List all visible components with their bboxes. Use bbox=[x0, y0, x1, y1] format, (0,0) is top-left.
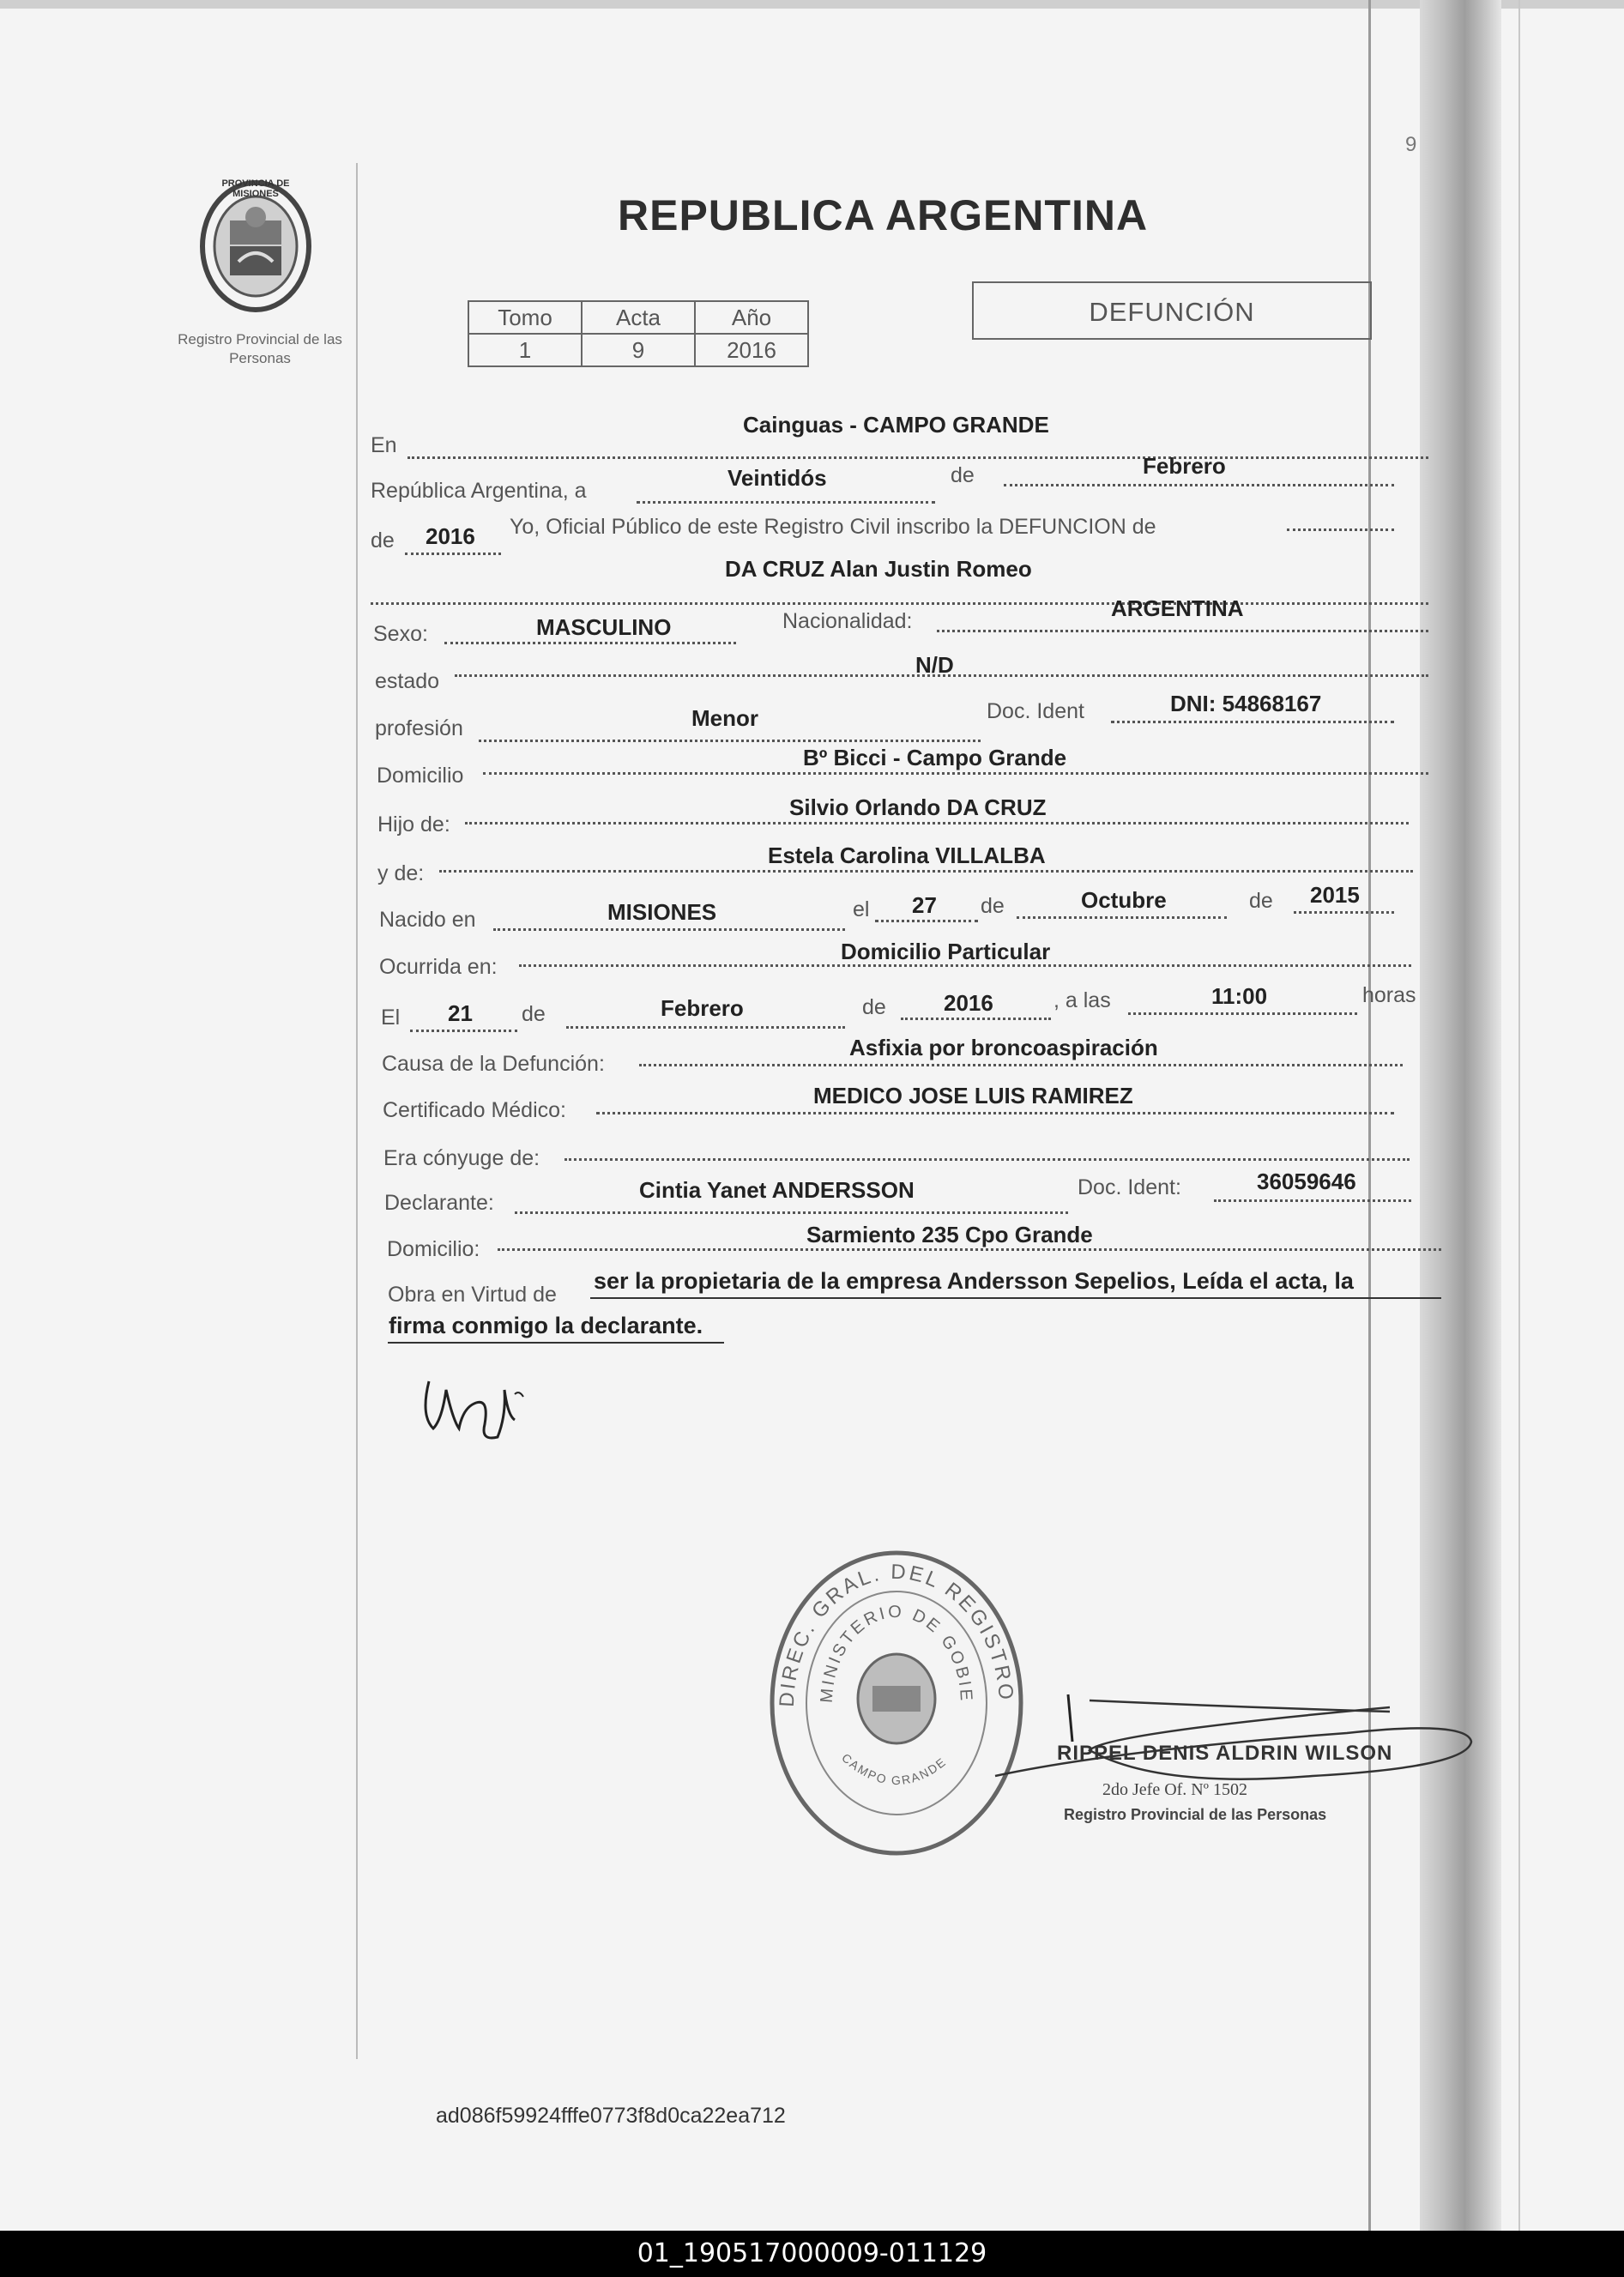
obra-label: Obra en Virtud de bbox=[388, 1283, 557, 1307]
nacionalidad-value: ARGENTINA bbox=[1111, 595, 1244, 621]
document-hash: ad086f59924fffe0773f8d0ca22ea712 bbox=[436, 2104, 786, 2128]
logo-text: PROVINCIA DE MISIONES bbox=[221, 178, 290, 199]
ocurrida-label: Ocurrida en: bbox=[379, 955, 498, 979]
month-value: Febrero bbox=[1143, 453, 1226, 479]
dotted-line bbox=[405, 553, 501, 555]
dotted-line bbox=[1128, 1012, 1357, 1015]
official-signature bbox=[987, 1647, 1484, 1797]
dotted-line bbox=[371, 602, 1428, 605]
hijo-label: Hijo de: bbox=[377, 812, 450, 837]
page-number: 9 bbox=[1405, 133, 1417, 156]
birth-day-value: 27 bbox=[912, 892, 937, 918]
mother-value: Estela Carolina VILLALBA bbox=[768, 843, 1046, 868]
stamp-inner-text: MINISTERIO DE GOBIE bbox=[817, 1602, 976, 1704]
certifying-doctor-value: MEDICO JOSE LUIS RAMIREZ bbox=[813, 1083, 1133, 1108]
left-margin-rule bbox=[356, 163, 358, 2059]
underline bbox=[388, 1342, 724, 1344]
obra-value-line2: firma conmigo la declarante. bbox=[389, 1313, 703, 1338]
dotted-line bbox=[596, 1112, 1394, 1114]
table-cell: 9 bbox=[582, 334, 695, 366]
declarante-label: Declarante: bbox=[384, 1191, 494, 1215]
estado-label: estado bbox=[375, 669, 440, 693]
yde-label: y de: bbox=[377, 861, 425, 885]
declarant-value: Cintia Yanet ANDERSSON bbox=[639, 1177, 915, 1203]
docident-value: DNI: 54868167 bbox=[1170, 691, 1322, 716]
birth-year-value: 2015 bbox=[1310, 882, 1360, 908]
de-label: de bbox=[951, 463, 975, 487]
en-label: En bbox=[371, 433, 397, 457]
alas-label: , a las bbox=[1053, 988, 1111, 1012]
republica-label: República Argentina, a bbox=[371, 479, 587, 503]
profesion-value: Menor bbox=[691, 705, 758, 731]
nacionalidad-label: Nacionalidad: bbox=[782, 609, 913, 633]
docident-label: Doc. Ident bbox=[987, 699, 1084, 723]
stamp-outer-text: DIREC. GRAL. DEL REGISTRO bbox=[775, 1560, 1018, 1708]
official-organization: Registro Provincial de las Personas bbox=[1064, 1806, 1327, 1823]
margin-line bbox=[1518, 0, 1520, 2231]
de-label: de bbox=[862, 995, 886, 1019]
dotted-line bbox=[937, 630, 1428, 632]
dotted-line bbox=[637, 501, 935, 504]
registry-table bbox=[468, 300, 809, 367]
declarant-signature bbox=[412, 1356, 549, 1454]
de-label: de bbox=[1249, 889, 1273, 913]
footer-id-bar: 01_190517000009-011129 bbox=[0, 2231, 1624, 2277]
conyuge-label: Era cónyuge de: bbox=[383, 1146, 540, 1170]
dotted-line bbox=[465, 822, 1409, 824]
dotted-line bbox=[1004, 484, 1394, 486]
year-value: 2016 bbox=[426, 523, 475, 549]
table-cell: 2016 bbox=[695, 334, 808, 366]
table-header: Tomo bbox=[468, 301, 582, 334]
dotted-line bbox=[498, 1248, 1441, 1251]
death-hour-value: 11:00 bbox=[1211, 983, 1268, 1009]
sexo-value: MASCULINO bbox=[536, 614, 672, 640]
dotted-line bbox=[483, 772, 1428, 775]
el-label: El bbox=[381, 1006, 401, 1030]
causa-label: Causa de la Defunción: bbox=[382, 1052, 605, 1076]
dotted-line bbox=[479, 740, 981, 742]
de-label: de bbox=[522, 1002, 546, 1026]
docident2-label: Doc. Ident: bbox=[1078, 1175, 1181, 1199]
municipality-value: Cainguas - CAMPO GRANDE bbox=[743, 412, 1049, 438]
domicilio-label: Domicilio bbox=[377, 764, 464, 788]
certificado-label: Certificado Médico: bbox=[383, 1098, 566, 1122]
dotted-line bbox=[875, 920, 978, 922]
sexo-label: Sexo: bbox=[373, 622, 428, 646]
table-cell: 1 bbox=[468, 334, 582, 366]
dotted-line bbox=[1017, 916, 1227, 919]
declarant-id-value: 36059646 bbox=[1257, 1169, 1356, 1194]
father-value: Silvio Orlando DA CRUZ bbox=[789, 794, 1047, 820]
de-label: de bbox=[981, 894, 1005, 918]
cause-of-death-value: Asfixia por broncoaspiración bbox=[849, 1035, 1158, 1060]
death-day-value: 21 bbox=[448, 1000, 473, 1026]
place-of-death-value: Domicilio Particular bbox=[841, 939, 1051, 964]
dotted-line bbox=[1111, 721, 1394, 723]
death-year-value: 2016 bbox=[944, 990, 993, 1016]
el-label: el bbox=[853, 897, 870, 921]
domicilio-value: Bº Bicci - Campo Grande bbox=[803, 745, 1067, 770]
official-role: 2do Jefe Of. Nº 1502 bbox=[1102, 1780, 1247, 1799]
dotted-line bbox=[1294, 911, 1394, 914]
birthplace-value: MISIONES bbox=[607, 899, 717, 925]
declarant-address-value: Sarmiento 235 Cpo Grande bbox=[806, 1222, 1093, 1247]
domicilio2-label: Domicilio: bbox=[387, 1237, 480, 1261]
dotted-line bbox=[408, 456, 1428, 459]
nacido-label: Nacido en bbox=[379, 908, 476, 932]
dotted-line bbox=[1287, 528, 1394, 531]
dotted-line bbox=[566, 1026, 845, 1029]
dotted-line bbox=[901, 1018, 1051, 1020]
horas-label: horas bbox=[1362, 983, 1416, 1007]
dotted-line bbox=[564, 1158, 1410, 1161]
birth-month-value: Octubre bbox=[1081, 887, 1167, 913]
dotted-line bbox=[444, 642, 736, 644]
dotted-line bbox=[1214, 1199, 1411, 1202]
death-month-value: Febrero bbox=[661, 995, 744, 1021]
underline bbox=[590, 1297, 1441, 1299]
page-title: REPUBLICA ARGENTINA bbox=[618, 191, 1149, 239]
dotted-line bbox=[639, 1064, 1403, 1066]
table-header: Año bbox=[695, 301, 808, 334]
dotted-line bbox=[493, 928, 845, 931]
paper-edge bbox=[0, 0, 1624, 9]
record-type-box: DEFUNCIÓN bbox=[972, 281, 1372, 340]
deceased-name: DA CRUZ Alan Justin Romeo bbox=[725, 556, 1032, 582]
day-value: Veintidós bbox=[727, 465, 827, 491]
svg-text:CAMPO GRANDE bbox=[839, 1750, 949, 1787]
dotted-line bbox=[410, 1030, 517, 1032]
logo-caption: Registro Provincial de las Personas bbox=[178, 331, 342, 366]
dotted-line bbox=[439, 870, 1413, 873]
official-name: RIPPEL DENIS ALDRIN WILSON bbox=[1057, 1742, 1393, 1765]
dotted-line bbox=[515, 1211, 1068, 1214]
de-label: de bbox=[371, 528, 395, 553]
yo-text: Yo, Oficial Público de este Registro Civil inscribo la DEFUNCION de bbox=[510, 515, 1156, 539]
obra-value-line1: ser la propietaria de la empresa Andersson Sepelios, Leída el acta, la bbox=[594, 1268, 1354, 1294]
scan-shadow-band bbox=[1420, 0, 1501, 2231]
profesion-label: profesión bbox=[375, 716, 463, 740]
stamp-bottom-text: CAMPO GRANDE bbox=[839, 1750, 950, 1788]
estado-value: N/D bbox=[915, 652, 954, 678]
table-header: Acta bbox=[582, 301, 695, 334]
